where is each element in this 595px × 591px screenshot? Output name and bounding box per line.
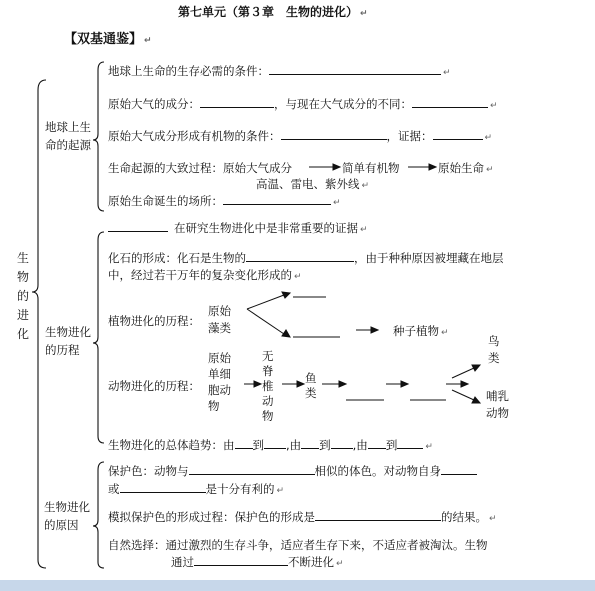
origin-primitive-life: 原始生命 ↵ xyxy=(438,161,494,175)
animal-bird: 鸟类 xyxy=(488,334,500,365)
history-evidence: 在研究生物进化中是非常重要的证据 ↵ xyxy=(108,220,368,236)
main-topic-label: 生物的进化 xyxy=(16,251,29,341)
reason-natural-selection-2: 通过 不断进化 ↵ xyxy=(171,555,344,569)
reason-camouflage-1: 保护色：动物与 相似的体色。对动物自身 xyxy=(108,463,477,479)
section-heading: 【双基通鉴】 ↵ xyxy=(64,32,152,47)
origin-row-organic: 原始大气成分形成有机物的条件： ，证据： ↵ xyxy=(108,129,493,143)
reason-label: 生物进化的原因 xyxy=(44,500,90,532)
reason-camouflage-2: 或 是十分有利的 ↵ xyxy=(108,482,285,496)
history-trend: 生物进化的总体趋势：由 到 ,由 到 ,由 到 ↵ xyxy=(108,438,433,452)
history-label: 生物进化的历程 xyxy=(45,325,91,357)
reason-simulation: 模拟保护色的形成过程：保护色的形成是 的结果。 ↵ xyxy=(108,510,497,524)
animal-mammal: 哺乳动物 xyxy=(486,389,509,420)
animal-start: 原始单细胞动物 xyxy=(208,351,231,413)
window-bottom-strip xyxy=(0,580,595,591)
origin-row-process: 生命起源的大致过程：原始大气成分 xyxy=(108,161,292,175)
plant-start: 原始藻类 xyxy=(208,304,231,335)
animal-fish: 鱼类 xyxy=(305,371,317,400)
history-fossil-1: 化石的形成：化石是生物的 ，由于种种原因被埋藏在地层 xyxy=(108,251,504,265)
origin-simple-organic: 简单有机物 xyxy=(342,161,400,175)
page-title: 第七单元（第３章 生物的进化） ↵ xyxy=(178,5,368,19)
animal-invertebrate: 无脊椎动物 xyxy=(262,349,274,423)
origin-label: 地球上生命的起源 xyxy=(45,120,91,152)
plant-end: 种子植物 ↵ xyxy=(393,324,449,338)
animal-label: 动物进化的历程： xyxy=(108,379,200,393)
origin-row-place: 原始生命诞生的场所： ↵ xyxy=(108,194,341,208)
origin-row-atmosphere: 原始大气的成分： ，与现在大气成分的不同： ↵ xyxy=(108,97,498,111)
origin-energy: 高温、雷电、紫外线 ↵ xyxy=(256,177,370,191)
origin-row-conditions: 地球上生命的生存必需的条件： ↵ xyxy=(108,64,451,78)
reason-natural-selection-1: 自然选择：通过激烈的生存斗争，适应者生存下来，不适应者被淘汰。生物 xyxy=(108,538,488,552)
plant-label: 植物进化的历程： xyxy=(108,314,200,328)
history-fossil-2: 中，经过若干万年的复杂变化形成的 ↵ xyxy=(108,268,302,282)
